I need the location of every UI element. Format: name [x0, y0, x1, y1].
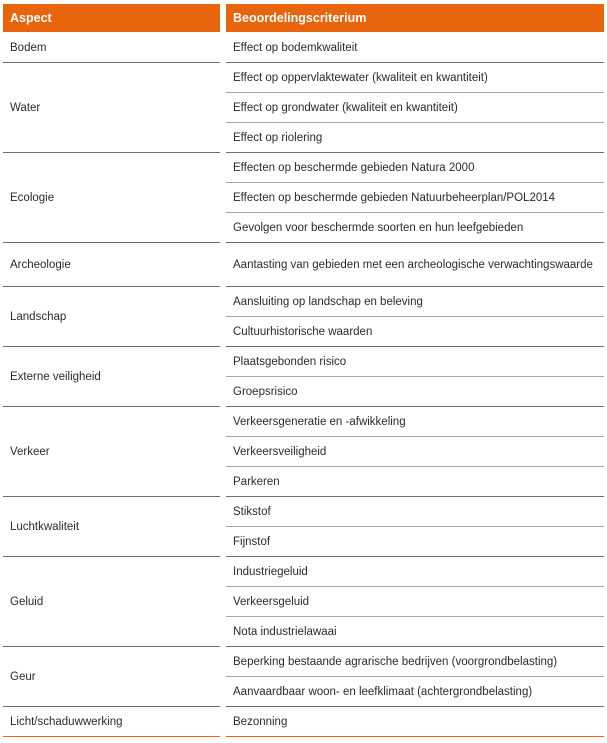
table-row [3, 33, 604, 63]
table-row [3, 347, 604, 377]
aspect-cell: Externe veiligheid [3, 347, 220, 407]
criterion-cell: Bezonning [226, 707, 604, 737]
criterion-cell: Groepsrisico [226, 377, 604, 407]
table-header [3, 4, 604, 33]
table-row [3, 243, 604, 287]
criterion-cell: Effect op riolering [226, 123, 604, 153]
criterion-cell: Parkeren [226, 467, 604, 497]
aspect-cell: Ecologie [3, 153, 220, 243]
criterion-cell: Gevolgen voor beschermde soorten en hun leefgebieden [226, 213, 604, 243]
aspect-cell: Luchtkwaliteit [3, 497, 220, 557]
aspect-cell: Bodem [3, 33, 220, 63]
aspect-cell: Licht/schaduwwerking [3, 707, 220, 737]
criterion-cell: Verkeersveiligheid [226, 437, 604, 467]
header-criterion: Beoordelingscriterium [226, 4, 604, 33]
aspect-cell: Geluid [3, 557, 220, 647]
aspect-cell: Archeologie [3, 243, 220, 287]
table-row [3, 557, 604, 587]
table-body [3, 33, 604, 737]
criterion-cell: Effect op grondwater (kwaliteit en kwantiteit) [226, 93, 604, 123]
criterion-cell: Effect op bodemkwaliteit [226, 33, 604, 63]
aspect-cell: Geur [3, 647, 220, 707]
table-row [3, 707, 604, 737]
criterion-cell: Aanvaardbaar woon- en leefklimaat (achtergrondbelasting) [226, 677, 604, 707]
criterion-cell: Verkeersgeneratie en -afwikkeling [226, 407, 604, 437]
table-row [3, 647, 604, 677]
criterion-cell: Verkeersgeluid [226, 587, 604, 617]
aspect-cell: Water [3, 63, 220, 153]
assessment-criteria-table [3, 4, 604, 737]
aspect-cell: Landschap [3, 287, 220, 347]
criterion-cell: Nota industrielawaai [226, 617, 604, 647]
table-row [3, 63, 604, 93]
header-row [3, 4, 604, 33]
criterion-cell: Cultuurhistorische waarden [226, 317, 604, 347]
aspect-cell: Verkeer [3, 407, 220, 497]
criterion-cell: Aantasting van gebieden met een archeologische verwachtingswaarde [226, 243, 604, 287]
criterion-cell: Beperking bestaande agrarische bedrijven (voorgrondbelasting) [226, 647, 604, 677]
criterion-cell: Fijnstof [226, 527, 604, 557]
table-row [3, 153, 604, 183]
criterion-cell: Aansluiting op landschap en beleving [226, 287, 604, 317]
criterion-cell: Effect op oppervlaktewater (kwaliteit en kwantiteit) [226, 63, 604, 93]
criterion-cell: Effecten op beschermde gebieden Natura 2000 [226, 153, 604, 183]
table-row [3, 287, 604, 317]
table-row [3, 407, 604, 437]
header-aspect: Aspect [3, 4, 220, 33]
criterion-cell: Industriegeluid [226, 557, 604, 587]
criterion-cell: Plaatsgebonden risico [226, 347, 604, 377]
table-row [3, 497, 604, 527]
criterion-cell: Stikstof [226, 497, 604, 527]
criterion-cell: Effecten op beschermde gebieden Natuurbeheerplan/POL2014 [226, 183, 604, 213]
